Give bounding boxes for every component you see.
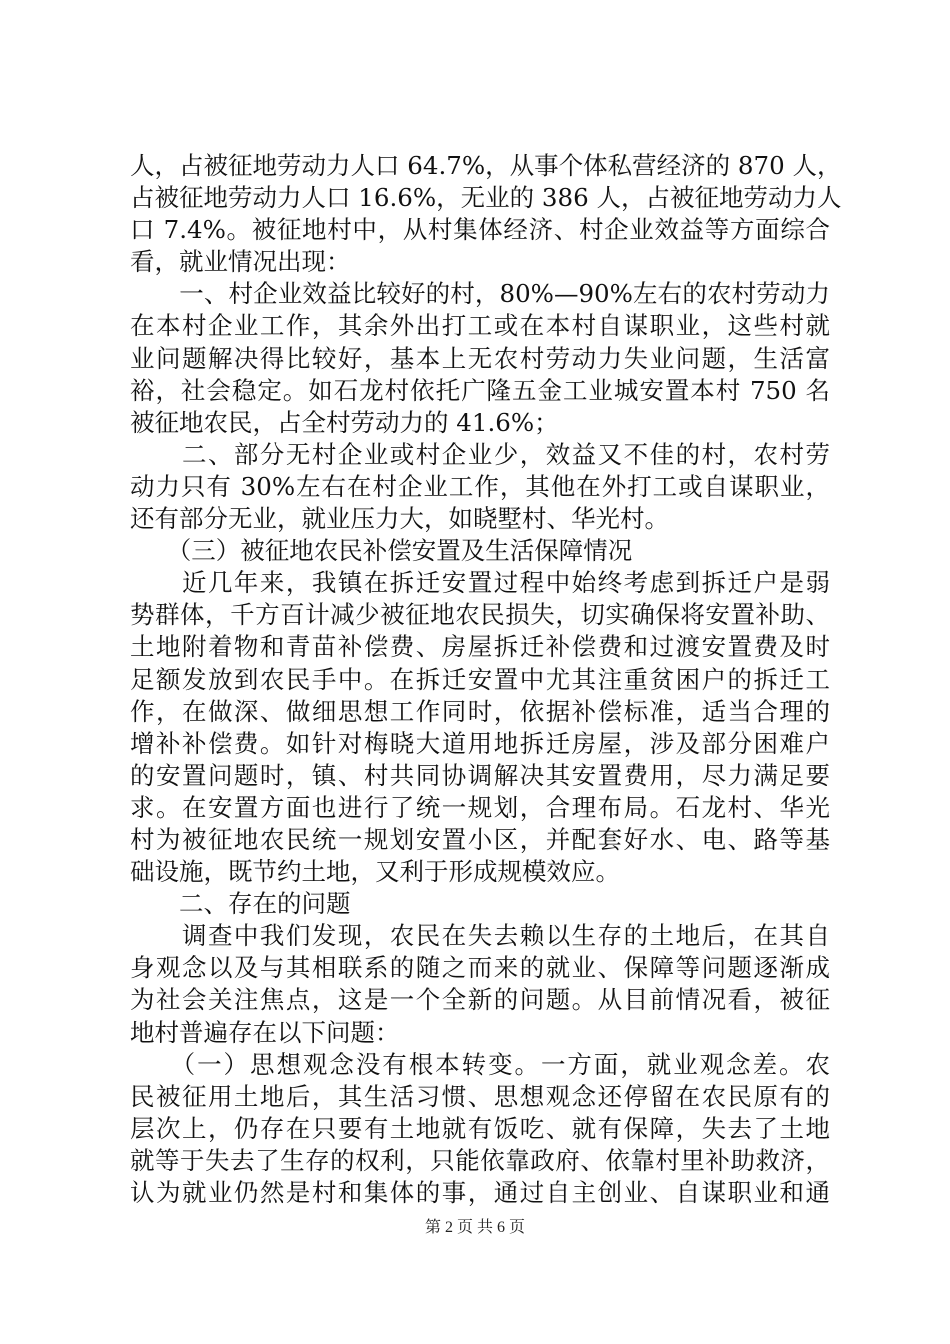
text-line: 础设施，既节约土地，又利于形成规模效应。: [130, 857, 620, 887]
text-line: 增补补偿费。如针对梅晓大道用地拆迁房屋，涉及部分困难户: [130, 728, 830, 758]
text-line: （三）被征地农民补偿安置及生活保障情况: [130, 536, 633, 566]
text-line: 求。在安置方面也进行了统一规划，合理布局。石龙村、华光: [130, 792, 830, 822]
text-line: 层次上，仍存在只要有土地就有饭吃、就有保障，失去了土地: [130, 1113, 830, 1143]
text-line: 身观念以及与其相联系的随之而来的就业、保障等问题逐渐成: [130, 953, 830, 983]
text-line: 就等于失去了生存的权利，只能依靠政府、依靠村里补助救济，: [130, 1145, 830, 1175]
text-line: 二、存在的问题: [130, 889, 351, 919]
text-line: 民被征用土地后，其生活习惯、思想观念还停留在农民原有的: [130, 1081, 830, 1111]
text-line: 动力只有 30%左右在村企业工作，其他在外打工或自谋职业，: [130, 471, 830, 501]
text-line: 还有部分无业，就业压力大，如晓墅村、华光村。: [130, 504, 669, 534]
text-line: 为社会关注焦点，这是一个全新的问题。从目前情况看，被征: [130, 985, 830, 1015]
text-line: （一）思想观念没有根本转变。一方面，就业观念差。农: [130, 1049, 830, 1079]
text-line: 占被征地劳动力人口 16.6%，无业的 386 人，占被征地劳动力人: [130, 183, 842, 213]
document-body: [130, 150, 842, 1209]
text-line: 势群体，千方百计减少被征地农民损失，切实确保将安置补助、: [130, 600, 830, 630]
text-line: 裕，社会稳定。如石龙村依托广隆五金工业城安置本村 750 名: [130, 375, 830, 405]
text-line: 业问题解决得比较好，基本上无农村劳动力失业问题，生活富: [130, 343, 830, 373]
text-line: 人，占被征地劳动力人口 64.7%，从事个体私营经济的 870 人，: [130, 151, 842, 180]
text-line: 一、村企业效益比较好的村，80%—90%左右的农村劳动力: [130, 279, 830, 309]
page-footer: 第 2 页 共 6 页: [424, 1219, 525, 1236]
text-line: 土地附着物和青苗补偿费、房屋拆迁补偿费和过渡安置费及时: [130, 632, 830, 662]
text-line: 足额发放到农民手中。在拆迁安置中尤其注重贫困户的拆迁工: [130, 664, 830, 694]
text-line: 在本村企业工作，其余外出打工或在本村自谋职业，这些村就: [130, 311, 830, 341]
text-line: 调查中我们发现，农民在失去赖以生存的土地后，在其自: [130, 921, 830, 951]
text-line: 作，在做深、做细思想工作同时，依据补偿标准，适当合理的: [130, 696, 830, 726]
text-line: 近几年来，我镇在拆迁安置过程中始终考虑到拆迁户是弱: [130, 568, 830, 598]
text-line: 二、部分无村企业或村企业少，效益又不佳的村，农村劳: [130, 439, 830, 469]
text-line: 村为被征地农民统一规划安置小区，并配套好水、电、路等基: [130, 824, 830, 854]
text-line: 的安置问题时，镇、村共同协调解决其安置费用，尽力满足要: [130, 760, 830, 790]
text-line: 被征地农民，占全村劳动力的 41.6%；: [130, 407, 559, 437]
text-line: 地村普遍存在以下问题：: [130, 1017, 400, 1047]
text-line: 看，就业情况出现：: [130, 247, 351, 277]
text-line: 口 7.4%。被征地村中，从村集体经济、村企业效益等方面综合: [130, 215, 830, 245]
text-line: 认为就业仍然是村和集体的事，通过自主创业、自谋职业和通: [130, 1178, 830, 1207]
